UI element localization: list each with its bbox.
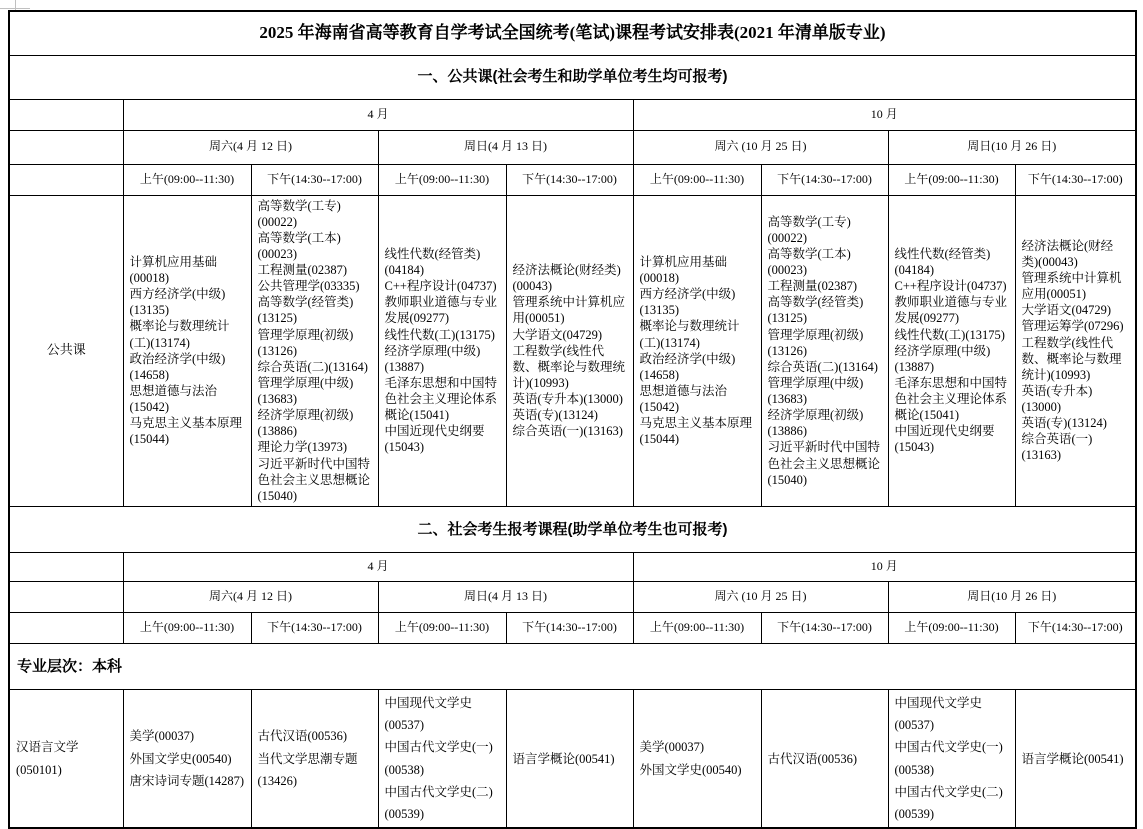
course-item: 公共管理学(03335) xyxy=(257,279,360,294)
s1-corner-cell xyxy=(9,130,123,164)
course-item: 管理学原理(初级)(13126) xyxy=(257,327,354,358)
s1-courses-apr12-pm xyxy=(251,195,378,506)
s2-time-pm-4: 下午(14:30--17:00) xyxy=(1015,612,1136,643)
course-item: 中国近现代史纲要(15043) xyxy=(384,424,485,455)
course-item: 大学语文(04729) xyxy=(1021,303,1112,318)
course-item: 高等数学(经管类)(13125) xyxy=(767,295,864,326)
course-item: 中国现代文学史(00537) xyxy=(384,695,473,733)
s1-day-sat-apr12: 周六(4 月 12 日) xyxy=(123,130,378,164)
course-item: 美学(00037) xyxy=(129,729,195,744)
s2-day-sun-apr13: 周日(4 月 13 日) xyxy=(378,581,633,612)
course-item: 思想道德与法治(15042) xyxy=(129,383,218,415)
s1-day-sun-apr13: 周日(4 月 13 日) xyxy=(378,130,633,164)
course-item: 语言学概论(00541) xyxy=(512,751,615,766)
s1-courses-oct26-pm xyxy=(1015,195,1136,506)
course-item: 高等数学(工专)(00022) xyxy=(767,214,851,245)
course-item: 高等数学(工专)(00022) xyxy=(257,198,341,229)
course-item: 习近平新时代中国特色社会主义思想概论(15040) xyxy=(767,440,881,487)
course-item: 综合英语(一)(13163) xyxy=(1021,432,1093,463)
course-item: 教师职业道德与专业发展(09277) xyxy=(384,295,498,326)
s2-row-label-chinese-language-literature: 汉语言文学(050101) xyxy=(9,689,123,828)
s2-courses-oct26-pm xyxy=(1015,689,1136,828)
course-item: 工程数学(线性代数、概率论与数理统计)(10993) xyxy=(1021,335,1122,382)
s1-month-april: 4 月 xyxy=(123,99,633,130)
course-item: 中国近现代史纲要(15043) xyxy=(894,424,995,455)
course-item: 经济法概论(财经类)(00043) xyxy=(1021,238,1114,269)
course-item: 综合英语(一)(13163) xyxy=(512,424,623,439)
course-item: 理论力学(13973) xyxy=(257,440,348,455)
s2-time-am-1: 上午(09:00--11:30) xyxy=(123,612,251,643)
course-item: 英语(专升本)(13000) xyxy=(512,392,623,406)
course-item: 线性代数(工)(13175) xyxy=(384,327,495,342)
page-title: 2025 年海南省高等教育自学考试全国统考(笔试)课程考试安排表(2021 年清单版专业) xyxy=(9,11,1136,55)
course-item: 中国古代文学史(一)(00538) xyxy=(894,740,1003,777)
s2-courses-oct26-am xyxy=(888,689,1015,828)
course-item: 中国古代文学史(二)(00539) xyxy=(384,784,493,822)
section1-heading: 一、公共课(社会考生和助学单位考生均可报考) xyxy=(9,55,1136,99)
course-item: 外国文学史(00540) xyxy=(639,762,742,777)
s2-courses-oct25-am xyxy=(633,689,761,828)
s1-time-pm-4: 下午(14:30--17:00) xyxy=(1015,164,1136,195)
section2-heading: 二、社会考生报考课程(助学单位考生也可报考) xyxy=(9,506,1136,552)
s2-time-am-3: 上午(09:00--11:30) xyxy=(633,612,761,643)
course-item: 唐宋诗词专题(14287) xyxy=(129,773,245,788)
course-item: 古代汉语(00536) xyxy=(767,751,858,766)
course-item: 线性代数(经管类)(04184) xyxy=(384,246,481,277)
course-item: 西方经济学(中级)(13135) xyxy=(129,287,226,318)
course-item: 管理学原理(中级)(13683) xyxy=(767,375,864,406)
s1-month-october: 10 月 xyxy=(633,99,1136,130)
s1-corner-cell xyxy=(9,164,123,195)
s1-courses-apr13-am xyxy=(378,195,506,506)
major-level-label: 专业层次：本科 xyxy=(9,643,1136,689)
course-item: 工程测量(02387) xyxy=(767,279,858,294)
s2-day-sat-oct25: 周六 (10 月 25 日) xyxy=(633,581,888,612)
course-item: 中国古代文学史(二)(00539) xyxy=(894,784,1003,822)
s2-corner-cell xyxy=(9,552,123,581)
course-item: 工程测量(02387) xyxy=(257,263,348,277)
s1-corner-cell xyxy=(9,99,123,130)
course-item: 语言学概论(00541) xyxy=(1021,751,1124,766)
course-item: 经济学原理(初级)(13886) xyxy=(767,408,864,439)
course-item: 计算机应用基础(00018) xyxy=(129,254,218,286)
s1-day-sat-oct25: 周六 (10 月 25 日) xyxy=(633,130,888,164)
course-item: 古代汉语(00536) xyxy=(257,729,348,744)
course-item: 综合英语(二)(13164) xyxy=(257,359,368,374)
course-item: 高等数学(工本)(00023) xyxy=(767,246,851,277)
course-item: C++程序设计(04737) xyxy=(894,279,1007,294)
s1-time-pm-1: 下午(14:30--17:00) xyxy=(251,164,378,195)
s2-courses-oct25-pm xyxy=(761,689,888,828)
course-item: 毛泽东思想和中国特色社会主义理论体系概论(15041) xyxy=(384,375,498,423)
course-item: 英语(专)(13124) xyxy=(512,408,598,423)
course-item: 管理系统中计算机应用(00051) xyxy=(1021,271,1122,302)
s1-time-am-4: 上午(09:00--11:30) xyxy=(888,164,1015,195)
course-item: 高等数学(工本)(00023) xyxy=(257,230,341,261)
course-item: 思想道德与法治(15042) xyxy=(639,383,728,415)
exam-schedule-table xyxy=(8,10,1137,829)
s2-courses-apr12-pm xyxy=(251,689,378,828)
course-item: 中国现代文学史(00537) xyxy=(894,695,983,733)
s1-day-sun-oct26: 周日(10 月 26 日) xyxy=(888,130,1136,164)
course-item: 大学语文(04729) xyxy=(512,327,603,342)
course-item: 政治经济学(中级)(14658) xyxy=(129,351,226,382)
s2-courses-apr13-am xyxy=(378,689,506,828)
course-item: 美学(00037) xyxy=(639,740,705,755)
course-item: 英语(专)(13124) xyxy=(1021,416,1107,431)
s2-day-sun-oct26: 周日(10 月 26 日) xyxy=(888,581,1136,612)
s1-time-am-1: 上午(09:00--11:30) xyxy=(123,164,251,195)
course-item: 管理运筹学(07296) xyxy=(1021,319,1124,334)
course-item: 西方经济学(中级)(13135) xyxy=(639,287,736,318)
course-item: 线性代数(经管类)(04184) xyxy=(894,246,991,277)
course-item: 政治经济学(中级)(14658) xyxy=(639,351,736,382)
s1-courses-oct26-am xyxy=(888,195,1015,506)
course-item: 外国文学史(00540) xyxy=(129,751,232,766)
s2-time-am-2: 上午(09:00--11:30) xyxy=(378,612,506,643)
course-item: 经济法概论(财经类)(00043) xyxy=(512,263,621,294)
course-item: 综合英语(二)(13164) xyxy=(767,359,878,374)
course-item: 经济学原理(中级)(13887) xyxy=(384,343,481,374)
course-item: 毛泽东思想和中国特色社会主义理论体系概论(15041) xyxy=(894,375,1008,423)
s1-courses-apr13-pm xyxy=(506,195,633,506)
course-item: 管理系统中计算机应用(00051) xyxy=(512,295,626,326)
course-item: 管理学原理(初级)(13126) xyxy=(767,327,864,358)
s2-courses-apr13-pm xyxy=(506,689,633,828)
s2-time-pm-1: 下午(14:30--17:00) xyxy=(251,612,378,643)
s2-courses-apr12-am xyxy=(123,689,251,828)
course-item: 当代文学思潮专题(13426) xyxy=(257,751,358,788)
s1-time-am-2: 上午(09:00--11:30) xyxy=(378,164,506,195)
course-item: C++程序设计(04737) xyxy=(384,279,497,294)
s1-courses-oct25-pm xyxy=(761,195,888,506)
s2-time-pm-2: 下午(14:30--17:00) xyxy=(506,612,633,643)
s1-time-am-3: 上午(09:00--11:30) xyxy=(633,164,761,195)
s2-corner-cell xyxy=(9,581,123,612)
course-item: 英语(专升本)(13000) xyxy=(1021,383,1093,415)
course-item: 概率论与数理统计(工)(13174) xyxy=(639,319,740,350)
s2-month-october: 10 月 xyxy=(633,552,1136,581)
course-item: 管理学原理(中级)(13683) xyxy=(257,375,354,406)
course-item: 习近平新时代中国特色社会主义思想概论(15040) xyxy=(257,456,371,503)
course-item: 工程数学(线性代数、概率论与数理统计)(10993) xyxy=(512,343,626,390)
s1-time-pm-2: 下午(14:30--17:00) xyxy=(506,164,633,195)
s2-time-am-4: 上午(09:00--11:30) xyxy=(888,612,1015,643)
course-item: 概率论与数理统计(工)(13174) xyxy=(129,319,230,350)
course-item: 马克思主义基本原理(15044) xyxy=(129,416,243,447)
course-item: 线性代数(工)(13175) xyxy=(894,327,1005,342)
s2-month-april: 4 月 xyxy=(123,552,633,581)
course-item: 经济学原理(中级)(13887) xyxy=(894,343,991,374)
course-item: 教师职业道德与专业发展(09277) xyxy=(894,295,1008,326)
s2-day-sat-apr12: 周六(4 月 12 日) xyxy=(123,581,378,612)
s1-row-label-public-courses: 公共课 xyxy=(9,195,123,506)
s1-time-pm-3: 下午(14:30--17:00) xyxy=(761,164,888,195)
course-item: 计算机应用基础(00018) xyxy=(639,254,728,286)
course-item: 中国古代文学史(一)(00538) xyxy=(384,740,493,777)
course-item: 马克思主义基本原理(15044) xyxy=(639,416,753,447)
s1-courses-apr12-am xyxy=(123,195,251,506)
s1-courses-oct25-am xyxy=(633,195,761,506)
s2-time-pm-3: 下午(14:30--17:00) xyxy=(761,612,888,643)
course-item: 高等数学(经管类)(13125) xyxy=(257,295,354,326)
course-item: 经济学原理(初级)(13886) xyxy=(257,408,354,439)
s2-corner-cell xyxy=(9,612,123,643)
